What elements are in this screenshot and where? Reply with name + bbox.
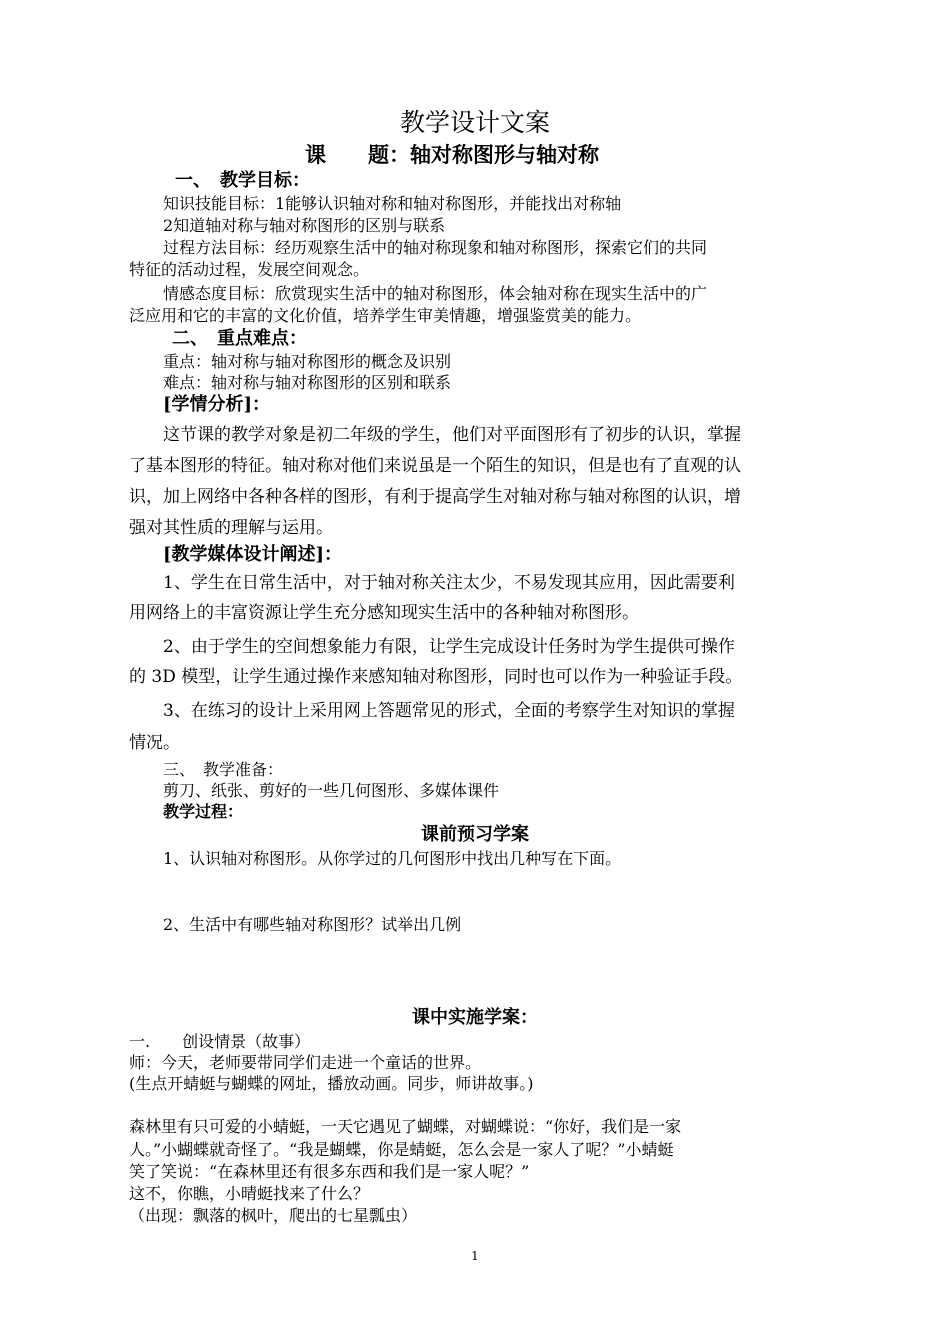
media-item-1-line-1: 1、学生在日常生活中，对于轴对称关注太少，不易发现其应用，因此需要利 <box>163 573 735 593</box>
media-item-3-line-1: 3、在练习的设计上采用网上答题常见的形式，全面的考察学生对知识的掌握 <box>163 701 735 721</box>
scene-heading: 一. 创设情景（故事） <box>129 1032 311 1051</box>
section-preparation-heading: 三、 教学准备： <box>163 760 284 779</box>
objective-knowledge-2: 2知道轴对称与轴对称图形的区别与联系 <box>163 216 446 235</box>
topic-heading: 课 题：轴对称图形与轴对称 <box>305 142 599 167</box>
objective-emotion-1: 情感态度目标：欣赏现实生活中的轴对称图形，体会轴对称在现实生活中的广 <box>163 284 708 303</box>
media-item-1-line-2: 用网络上的丰富资源让学生充分感知现实生活中的各种轴对称图形。 <box>129 603 639 623</box>
story-line: （出现：飘落的枫叶，爬出的七星瓢虫） <box>129 1206 418 1225</box>
analysis-heading: [学情分析]： <box>163 394 271 415</box>
story-line: 森林里有只可爱的小蜻蜓，一天它遇见了蝴蝶，对蝴蝶说：“你好，我们是一家 <box>129 1117 682 1136</box>
story-line: 这不，你瞧，小晴蜓找来了什么？ <box>129 1184 370 1203</box>
objective-knowledge-1: 知识技能目标：1能够认识轴对称和轴对称图形，并能找出对称轴 <box>163 194 622 213</box>
preview-question-2: 2、生活中有哪些轴对称图形？试举出几例 <box>163 915 462 934</box>
key-point: 重点：轴对称与轴对称图形的概念及识别 <box>163 352 452 371</box>
preview-heading: 课前预习学案 <box>421 824 529 845</box>
section-objectives-heading: 一、 教学目标： <box>175 170 310 191</box>
analysis-line: 了基本图形的特征。轴对称对他们来说虽是一个陌生的知识，但是也有了直观的认 <box>129 456 741 476</box>
media-item-3-line-2: 情况。 <box>129 733 180 753</box>
preview-question-1: 1、认识轴对称图形。从你学过的几何图形中找出几种写在下面。 <box>163 849 622 868</box>
inclass-heading: 课中实施学案： <box>412 1007 538 1028</box>
story-line: 人。”小蝴蝶就奇怪了。“我是蝴蝶，你是蜻蜓，怎么会是一家人了呢？”小蜻蜓 <box>129 1140 674 1159</box>
document-title: 教学设计文案 <box>399 108 550 137</box>
objective-emotion-2: 泛应用和它的丰富的文化价值，培养学生审美情趣，增强鉴赏美的能力。 <box>129 306 642 325</box>
analysis-line: 识，加上网络中各种各样的图形，有利于提高学生对轴对称与轴对称图的认识，增 <box>129 487 741 507</box>
media-item-2-line-1: 2、由于学生的空间想象能力有限，让学生完成设计任务时为学生提供可操作 <box>163 637 735 657</box>
analysis-line: 这节课的教学对象是初二年级的学生，他们对平面图形有了初步的认识，掌握 <box>163 425 741 445</box>
action-line: (生点开蜻蜓与蝴蝶的网址，播放动画。同步，师讲故事。) <box>129 1074 534 1093</box>
page-number: 1 <box>471 1249 479 1263</box>
teacher-line: 师：今天，老师要带同学们走进一个童话的世界。 <box>129 1053 482 1072</box>
media-heading: [教学媒体设计阐述]： <box>163 544 343 565</box>
story-line: 笑了笑说：“在森林里还有很多东西和我们是一家人呢？” <box>129 1162 530 1181</box>
process-heading: 教学过程： <box>163 802 244 821</box>
analysis-line: 强对其性质的理解与运用。 <box>129 518 333 538</box>
materials-line: 剪刀、纸张、剪好的一些几何图形、多媒体课件 <box>163 781 500 800</box>
objective-process-2: 特征的活动过程，发展空间观念。 <box>129 260 370 279</box>
difficult-point: 难点：轴对称与轴对称图形的区别和联系 <box>163 373 452 392</box>
section-keypoints-heading: 二、 重点难点： <box>172 328 307 349</box>
media-item-2-line-2: 的 3D 模型，让学生通过操作来感知轴对称图形，同时也可以作为一种验证手段。 <box>129 667 743 687</box>
objective-process-1: 过程方法目标：经历观察生活中的轴对称现象和轴对称图形，探索它们的共同 <box>163 238 708 257</box>
